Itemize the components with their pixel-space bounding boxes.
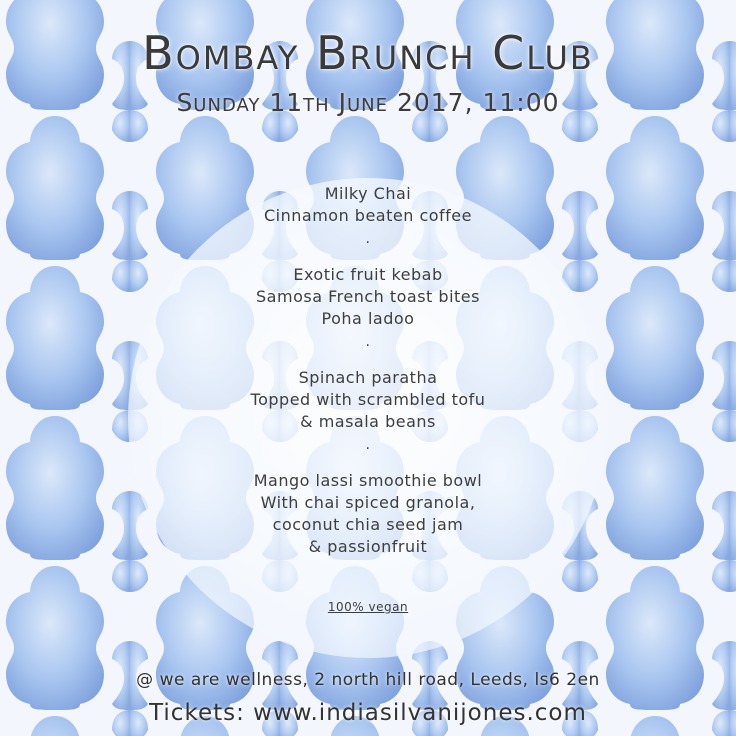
menu-course-4 [188,470,548,558]
menu-item: & passionfruit [308,537,428,556]
menu-item: Exotic fruit kebab [293,265,443,284]
menu-course-1 [188,183,548,227]
menu-item: With chai spiced granola, [260,493,476,512]
vegan-note: 100% vegan [327,600,409,614]
menu-item: & masala beans [300,412,436,431]
menu-item: Milky Chai [324,184,412,203]
menu-item: coconut chia seed jam [272,515,464,534]
menu-item: Spinach paratha [298,368,438,387]
menu-course-2 [188,264,548,330]
course-separator: . [365,231,371,247]
event-title: Bombay Brunch Club [142,26,594,80]
event-date: Sunday 11th June 2017, 11:00 [176,88,560,117]
menu-list [188,183,548,558]
menu-item: Samosa French toast bites [256,287,480,306]
menu-item: Poha ladoo [321,309,415,328]
tickets-link[interactable]: Tickets: www.indiasilvanijones.com [149,700,587,726]
venue-address: @ we are wellness, 2 north hill road, Leeds, ls6 2en [136,670,600,690]
course-separator: . [365,334,371,350]
menu-item: Cinnamon beaten coffee [264,206,472,225]
menu-item: Mango lassi smoothie bowl [253,471,483,490]
menu-course-3 [188,367,548,433]
course-separator: . [365,437,371,453]
menu-item: Topped with scrambled tofu [250,390,486,409]
